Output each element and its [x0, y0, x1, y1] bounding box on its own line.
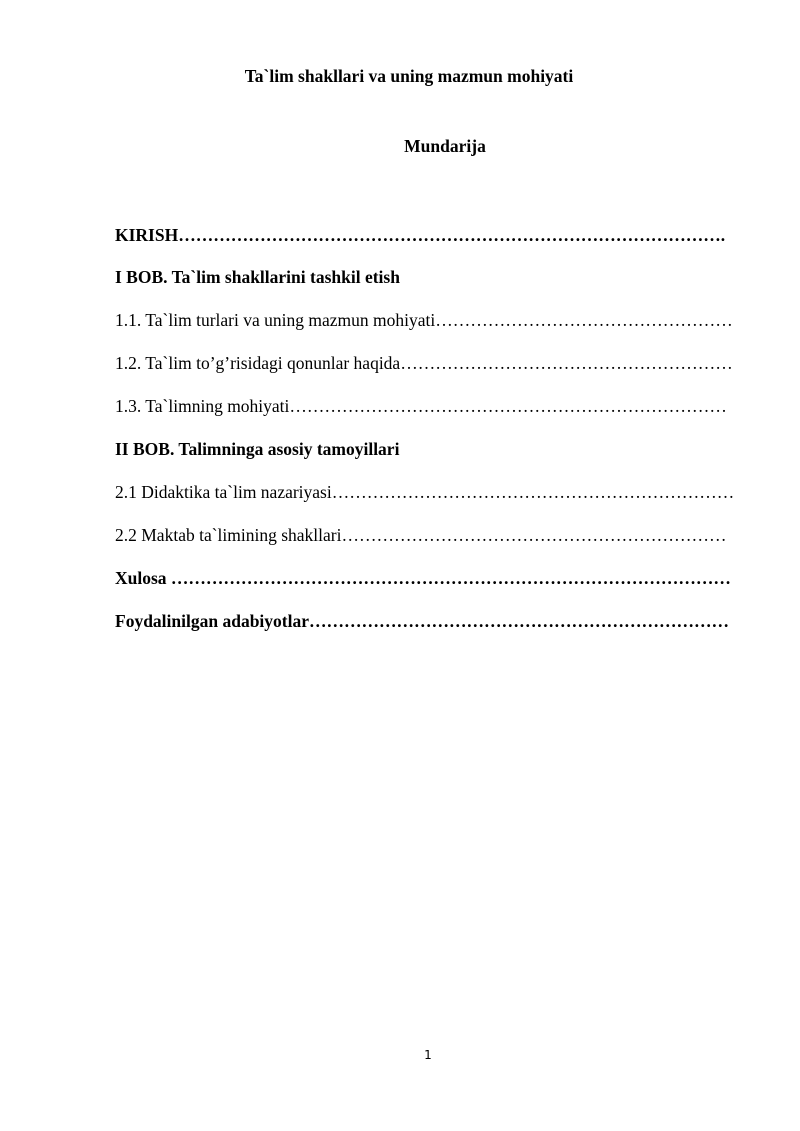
toc-entry-2-1: 2.1 Didaktika ta`lim nazariyasi…………………………………………………………… [115, 482, 735, 502]
toc-entry-1-1: 1.1. Ta`lim turlari va uning mazmun mohiyati…………………………………………… [115, 310, 733, 330]
toc-heading: Mundarija [404, 136, 486, 156]
toc-entry-chapter-1: I BOB. Ta`lim shakllarini tashkil etish [115, 267, 400, 287]
toc-entry-kirish: KIRISH…………………………………………………………………………………. [115, 225, 726, 245]
toc-entry-references: Foydalinilgan adabiyotlar……………………………………………………………… [115, 611, 729, 631]
document-title: Ta`lim shakllari va uning mazmun mohiyati [244, 66, 574, 86]
toc-entry-xulosa: Xulosa …………………………………………………………………………………… [115, 568, 731, 588]
toc-entry-1-3: 1.3. Ta`limning mohiyati………………………………………………………………… [115, 396, 727, 416]
page-number: 1 [424, 1048, 432, 1062]
toc-entry-chapter-2: II BOB. Talimninga asosiy tamoyillari [115, 439, 400, 459]
toc-entry-2-2: 2.2 Maktab ta`limining shakllari………………………………………………………… [115, 525, 727, 545]
toc-entry-1-2: 1.2. Ta`lim to’g’risidagi qonunlar haqida………………………………………………… [115, 353, 733, 373]
